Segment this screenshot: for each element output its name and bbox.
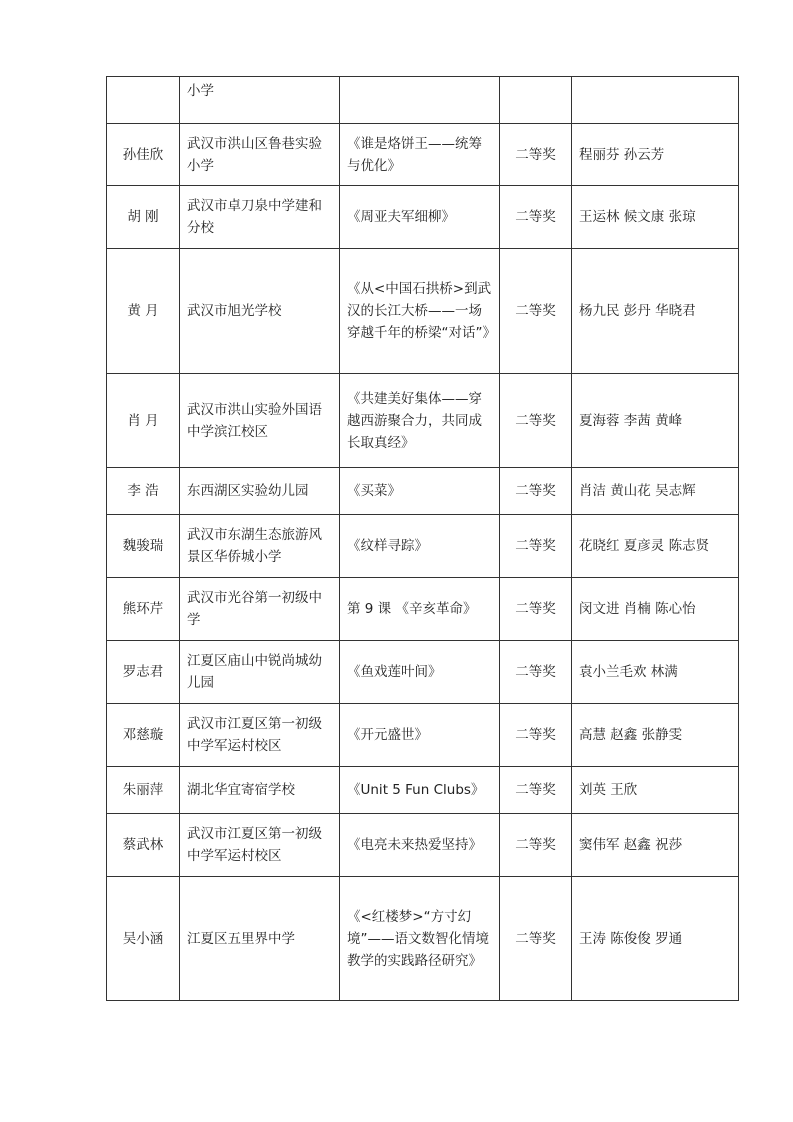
table-row [107, 186, 739, 249]
school-name: 湖北华宜寄宿学校 [180, 767, 340, 814]
school-name: 武汉市光谷第一初级中学 [180, 578, 340, 641]
awards-table [106, 76, 739, 1001]
table-row [107, 77, 739, 124]
school-name: 武汉市洪山实验外国语中学滨江校区 [180, 374, 340, 468]
award-level: 二等奖 [500, 641, 572, 704]
table-row [107, 767, 739, 814]
mentor-names [572, 77, 739, 124]
school-name: 江夏区五里界中学 [180, 877, 340, 1001]
award-level: 二等奖 [500, 186, 572, 249]
award-level: 二等奖 [500, 374, 572, 468]
award-level: 二等奖 [500, 877, 572, 1001]
entry-title [340, 77, 500, 124]
entry-title: 《Unit 5 Fun Clubs》 [340, 767, 500, 814]
school-name: 武汉市江夏区第一初级中学军运村校区 [180, 704, 340, 767]
school-name: 江夏区庙山中锐尚城幼儿园 [180, 641, 340, 704]
award-level: 二等奖 [500, 124, 572, 186]
award-level [500, 77, 572, 124]
table-row [107, 578, 739, 641]
winner-name: 李 浩 [107, 468, 180, 515]
award-level: 二等奖 [500, 578, 572, 641]
winner-name: 黄 月 [107, 249, 180, 374]
winner-name: 熊环芹 [107, 578, 180, 641]
table-row [107, 249, 739, 374]
entry-title: 《周亚夫军细柳》 [340, 186, 500, 249]
entry-title: 《纹样寻踪》 [340, 515, 500, 578]
entry-title: 《开元盛世》 [340, 704, 500, 767]
school-name: 武汉市江夏区第一初级中学军运村校区 [180, 814, 340, 877]
school-name: 东西湖区实验幼儿园 [180, 468, 340, 515]
mentor-names: 窦伟军 赵鑫 祝莎 [572, 814, 739, 877]
winner-name [107, 77, 180, 124]
table-row [107, 641, 739, 704]
winner-name: 胡 刚 [107, 186, 180, 249]
entry-title: 第 9 课 《辛亥革命》 [340, 578, 500, 641]
school-name: 武汉市洪山区鲁巷实验小学 [180, 124, 340, 186]
table-row [107, 515, 739, 578]
entry-title: 《共建美好集体——穿越西游聚合力，共同成长取真经》 [340, 374, 500, 468]
table-row [107, 877, 739, 1001]
school-name: 武汉市卓刀泉中学建和分校 [180, 186, 340, 249]
winner-name: 邓慈璇 [107, 704, 180, 767]
mentor-names: 王运林 候文康 张琼 [572, 186, 739, 249]
winner-name: 吴小涵 [107, 877, 180, 1001]
entry-title: 《买菜》 [340, 468, 500, 515]
table-row [107, 468, 739, 515]
mentor-names: 刘英 王欣 [572, 767, 739, 814]
winner-name: 罗志君 [107, 641, 180, 704]
winner-name: 肖 月 [107, 374, 180, 468]
award-level: 二等奖 [500, 468, 572, 515]
winner-name: 孙佳欣 [107, 124, 180, 186]
table-row [107, 814, 739, 877]
award-level: 二等奖 [500, 249, 572, 374]
entry-title: 《从<中国石拱桥>到武汉的长江大桥——一场穿越千年的桥梁“对话”》 [340, 249, 500, 374]
table-row [107, 704, 739, 767]
mentor-names: 王涛 陈俊俊 罗通 [572, 877, 739, 1001]
mentor-names: 杨九民 彭丹 华晓君 [572, 249, 739, 374]
entry-title: 《电亮未来热爱坚持》 [340, 814, 500, 877]
award-level: 二等奖 [500, 704, 572, 767]
winner-name: 魏骏瑞 [107, 515, 180, 578]
mentor-names: 夏海蓉 李茜 黄峰 [572, 374, 739, 468]
table-row [107, 374, 739, 468]
table-row [107, 124, 739, 186]
mentor-names: 闵文进 肖楠 陈心怡 [572, 578, 739, 641]
entry-title: 《谁是烙饼王——统筹与优化》 [340, 124, 500, 186]
mentor-names: 袁小兰毛欢 林满 [572, 641, 739, 704]
school-name: 小学 [180, 77, 340, 124]
mentor-names: 肖洁 黄山花 吴志辉 [572, 468, 739, 515]
entry-title: 《<红楼梦>“方寸幻境”——语文数智化情境教学的实践路径研究》 [340, 877, 500, 1001]
award-level: 二等奖 [500, 814, 572, 877]
winner-name: 蔡武林 [107, 814, 180, 877]
award-level: 二等奖 [500, 767, 572, 814]
mentor-names: 程丽芬 孙云芳 [572, 124, 739, 186]
awards-table-body [107, 77, 739, 1001]
school-name: 武汉市旭光学校 [180, 249, 340, 374]
entry-title: 《鱼戏莲叶间》 [340, 641, 500, 704]
mentor-names: 高慧 赵鑫 张静雯 [572, 704, 739, 767]
award-level: 二等奖 [500, 515, 572, 578]
winner-name: 朱丽萍 [107, 767, 180, 814]
mentor-names: 花晓红 夏彦灵 陈志贤 [572, 515, 739, 578]
school-name: 武汉市东湖生态旅游风景区华侨城小学 [180, 515, 340, 578]
